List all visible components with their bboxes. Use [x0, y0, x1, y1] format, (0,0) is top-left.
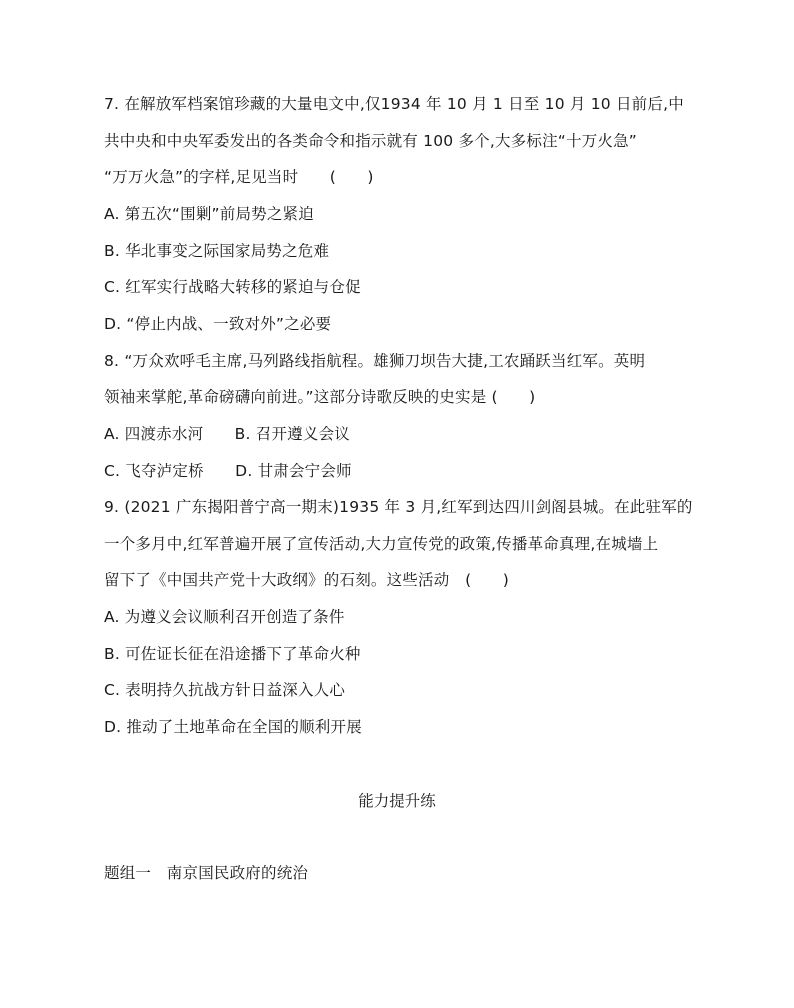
q9-stem-line-2: 一个多月中,红军普遍开展了宣传活动,大力宣传党的政策,传播革命真理,在城墙上 [104, 535, 659, 553]
q7-option-b: B. 华北事变之际国家局势之危难 [104, 242, 330, 260]
q7-stem-line-1: 7. 在解放军档案馆珍藏的大量电文中,仅1934 年 10 月 1 日至 10 月 10 日前后,中 [104, 95, 684, 113]
q8-stem-line-2: 领袖来掌舵,革命磅礴向前进。”这部分诗歌反映的史实是 ( ) [104, 388, 536, 406]
q9-stem-line-1: 9. (2021 广东揭阳普宁高一期末)1935 年 3 月,红军到达四川剑阁县城。在此驻军的 [104, 498, 693, 516]
q7-stem-line-3: “万万火急”的字样,足见当时 ( ) [104, 168, 374, 186]
q7-stem-line-2: 共中央和中央军委发出的各类命令和指示就有 100 多个,大多标注“十万火急” [104, 132, 638, 150]
group-heading: 题组一 南京国民政府的统治 [104, 864, 309, 882]
q9-stem-line-3: 留下了《中国共产党十大政纲》的石刻。这些活动 ( ) [104, 571, 509, 589]
q9-option-b: B. 可佐证长征在沿途播下了革命火种 [104, 645, 361, 663]
q7-option-c: C. 红军实行战略大转移的紧迫与仓促 [104, 278, 361, 296]
q9-option-a: A. 为遵义会议顺利召开创造了条件 [104, 608, 345, 626]
q8-stem-line-1: 8. “万众欢呼毛主席,马列路线指航程。雄狮刀坝告大捷,工农踊跃当红军。英明 [104, 352, 646, 370]
q9-option-c: C. 表明持久抗战方针日益深入人心 [104, 681, 346, 699]
q9-option-d: D. 推动了土地革命在全国的顺利开展 [104, 718, 362, 736]
section-title: 能力提升练 [358, 792, 436, 810]
q8-options-row-2: C. 飞夺泸定桥 D. 甘肃会宁会师 [104, 462, 352, 480]
q8-options-row-1: A. 四渡赤水河 B. 召开遵义会议 [104, 425, 350, 443]
q7-option-d: D. “停止内战、一致对外”之必要 [104, 315, 332, 333]
q7-option-a: A. 第五次“围剿”前局势之紧迫 [104, 205, 314, 223]
